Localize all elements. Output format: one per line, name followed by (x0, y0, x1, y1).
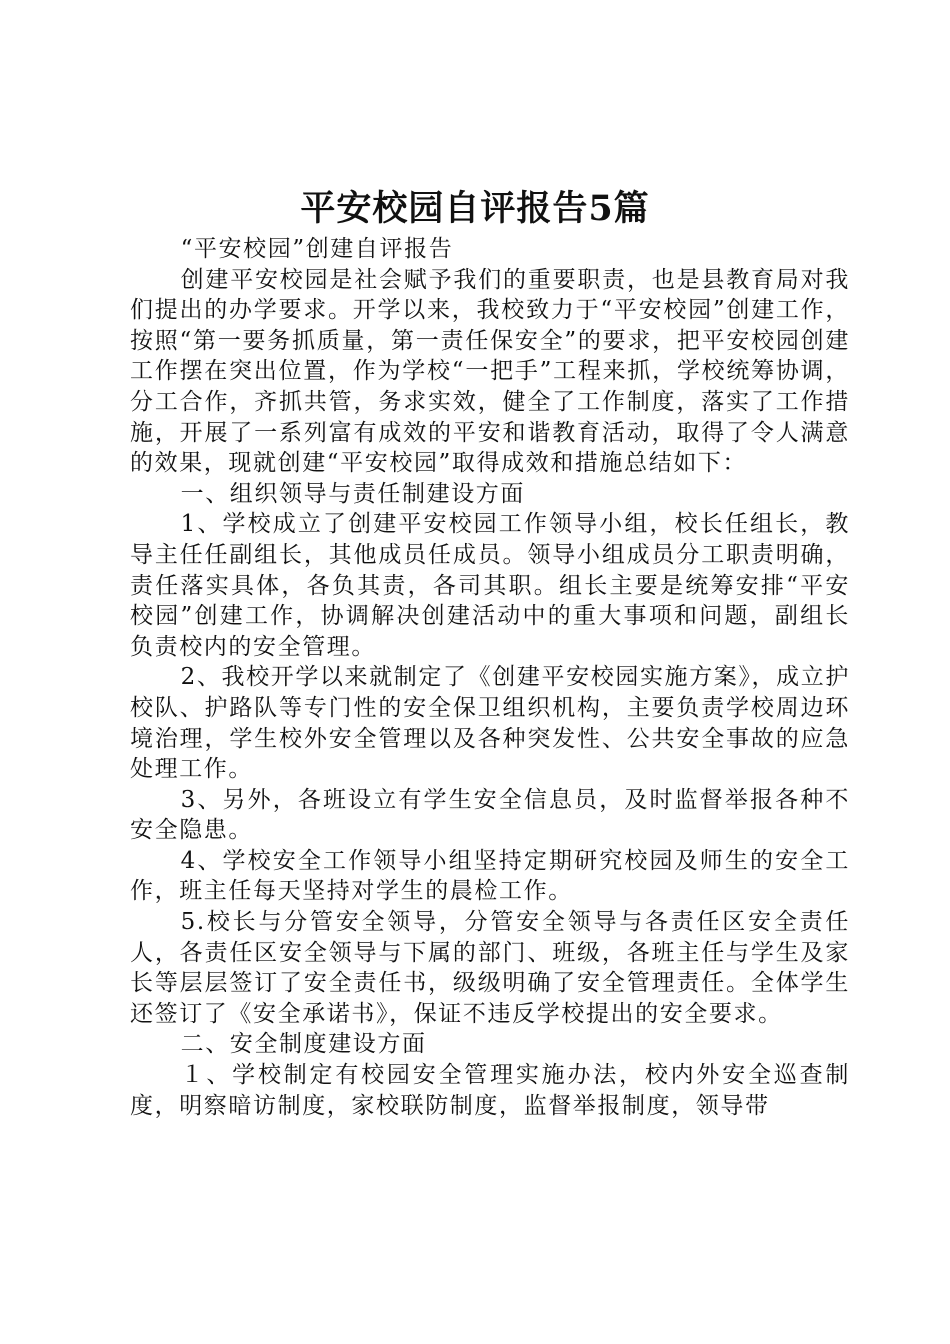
paragraph-item: 2、我校开学以来就制定了《创建平安校园实施方案》，成立护校队、护路队等专门性的安全保卫组织机构，主要负责学校周边环境治理，学生校外安全管理以及各种突发性、公共安全事故的应急处理工作。 (130, 664, 850, 783)
section-heading-organization: 一、组织领导与责任制建设方面 (180, 480, 525, 507)
report-subtitle: “平安校园”创建自评报告 (180, 236, 454, 262)
paragraph-item: 5.校长与分管安全领导，分管安全领导与各责任区安全责任人，各责任区安全领导与下属的部门、班级，各班主任与学生及家长等层层签订了安全责任书，级级明确了安全管理责任。全体学生还签订了《安全承诺书》，保证不违反学校提出的安全要求。 (130, 909, 850, 1027)
paragraph-item: １、学校制定有校园安全管理实施办法，校内外安全巡查制度，明察暗访制度，家校联防制度，监督举报制度，领导带 (130, 1062, 850, 1119)
document-body (130, 234, 850, 1121)
paragraph-item: 4、学校安全工作领导小组坚持定期研究校园及师生的安全工作，班主任每天坚持对学生的晨检工作。 (130, 847, 850, 905)
paragraph-intro: 创建平安校园是社会赋予我们的重要职责，也是县教育局对我们提出的办学要求。开学以来，我校致力于“平安校园”创建工作，按照“第一要务抓质量，第一责任保安全”的要求，把平安校园创建工作摆在突出位置，作为学校“一把手”工程来抓，学校统筹协调，分工合作，齐抓共管，务求实效，健全了工作制度，落实了工作措施，开展了一系列富有成效的平安和谐教育活动，取得了令人满意的效果，现就创建“平安校园”取得成效和措施总结如下： (130, 266, 850, 477)
document-title: 平安校园自评报告5篇 (300, 188, 650, 229)
paragraph-item: 3、另外，各班设立有学生安全信息员，及时监督举报各种不安全隐患。 (130, 786, 850, 844)
paragraph-item: 1、学校成立了创建平安校园工作领导小组，校长任组长，教导主任任副组长，其他成员任成员。领导小组成员分工职责明确，责任落实具体，各负其责，各司其职。组长主要是统筹安排“平安校园”创建工作，协调解决创建活动中的重大事项和问题，副组长负责校内的安全管理。 (130, 511, 850, 660)
section-heading-safety-system: 二、安全制度建设方面 (180, 1031, 427, 1058)
